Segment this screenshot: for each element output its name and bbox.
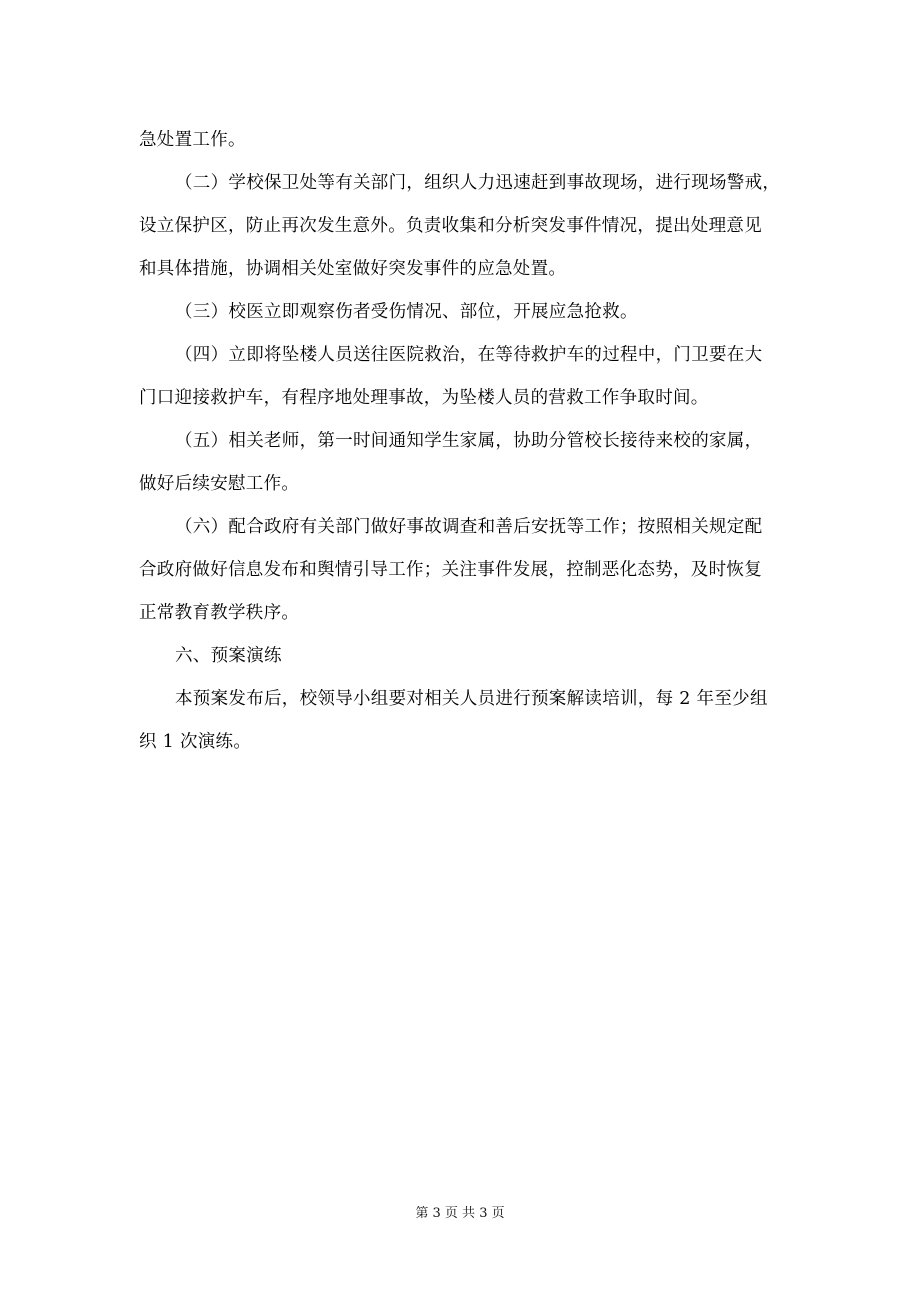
- section-heading: 六、预案演练: [175, 646, 282, 666]
- text-line: 做好后续安慰工作。: [139, 474, 300, 494]
- paragraph-7-line-1: 本预案发布后，校领导小组要对相关人员进行预案解读培训，每 2 年至少组: [175, 689, 768, 709]
- paragraph-3-line-1: （三）校医立即观察伤者受伤情况、部位，开展应急抢救。: [175, 302, 638, 322]
- text-line: 合政府做好信息发布和舆情引导工作；关注事件发展，控制恶化态势，及时恢复: [139, 560, 762, 580]
- paragraph-6-line-1: （六）配合政府有关部门做好事故调查和善后安抚等工作；按照相关规定配: [175, 517, 763, 537]
- paragraph-5-line-1: （五）相关老师，第一时间通知学生家属，协助分管校长接待来校的家属，: [175, 431, 763, 451]
- text-line: 门口迎接救护车，有程序地处理事故，为坠楼人员的营救工作争取时间。: [139, 388, 709, 408]
- paragraph-2-line-1: （二）学校保卫处等有关部门，组织人力迅速赶到事故现场，进行现场警戒，: [175, 173, 781, 193]
- text-line: 和具体措施，协调相关处室做好突发事件的应急处置。: [139, 259, 567, 279]
- paragraph-4-line-1: （四）立即将坠楼人员送往医院救治，在等待救护车的过程中，门卫要在大: [175, 345, 763, 365]
- text-line: 织 1 次演练。: [139, 732, 252, 752]
- text-line: 急处置工作。: [139, 130, 246, 150]
- text-line: 设立保护区，防止再次发生意外。负责收集和分析突发事件情况，提出处理意见: [139, 216, 762, 236]
- page-footer: 第 3 页 共 3 页: [415, 1206, 505, 1221]
- text-line: 正常教育教学秩序。: [139, 603, 300, 623]
